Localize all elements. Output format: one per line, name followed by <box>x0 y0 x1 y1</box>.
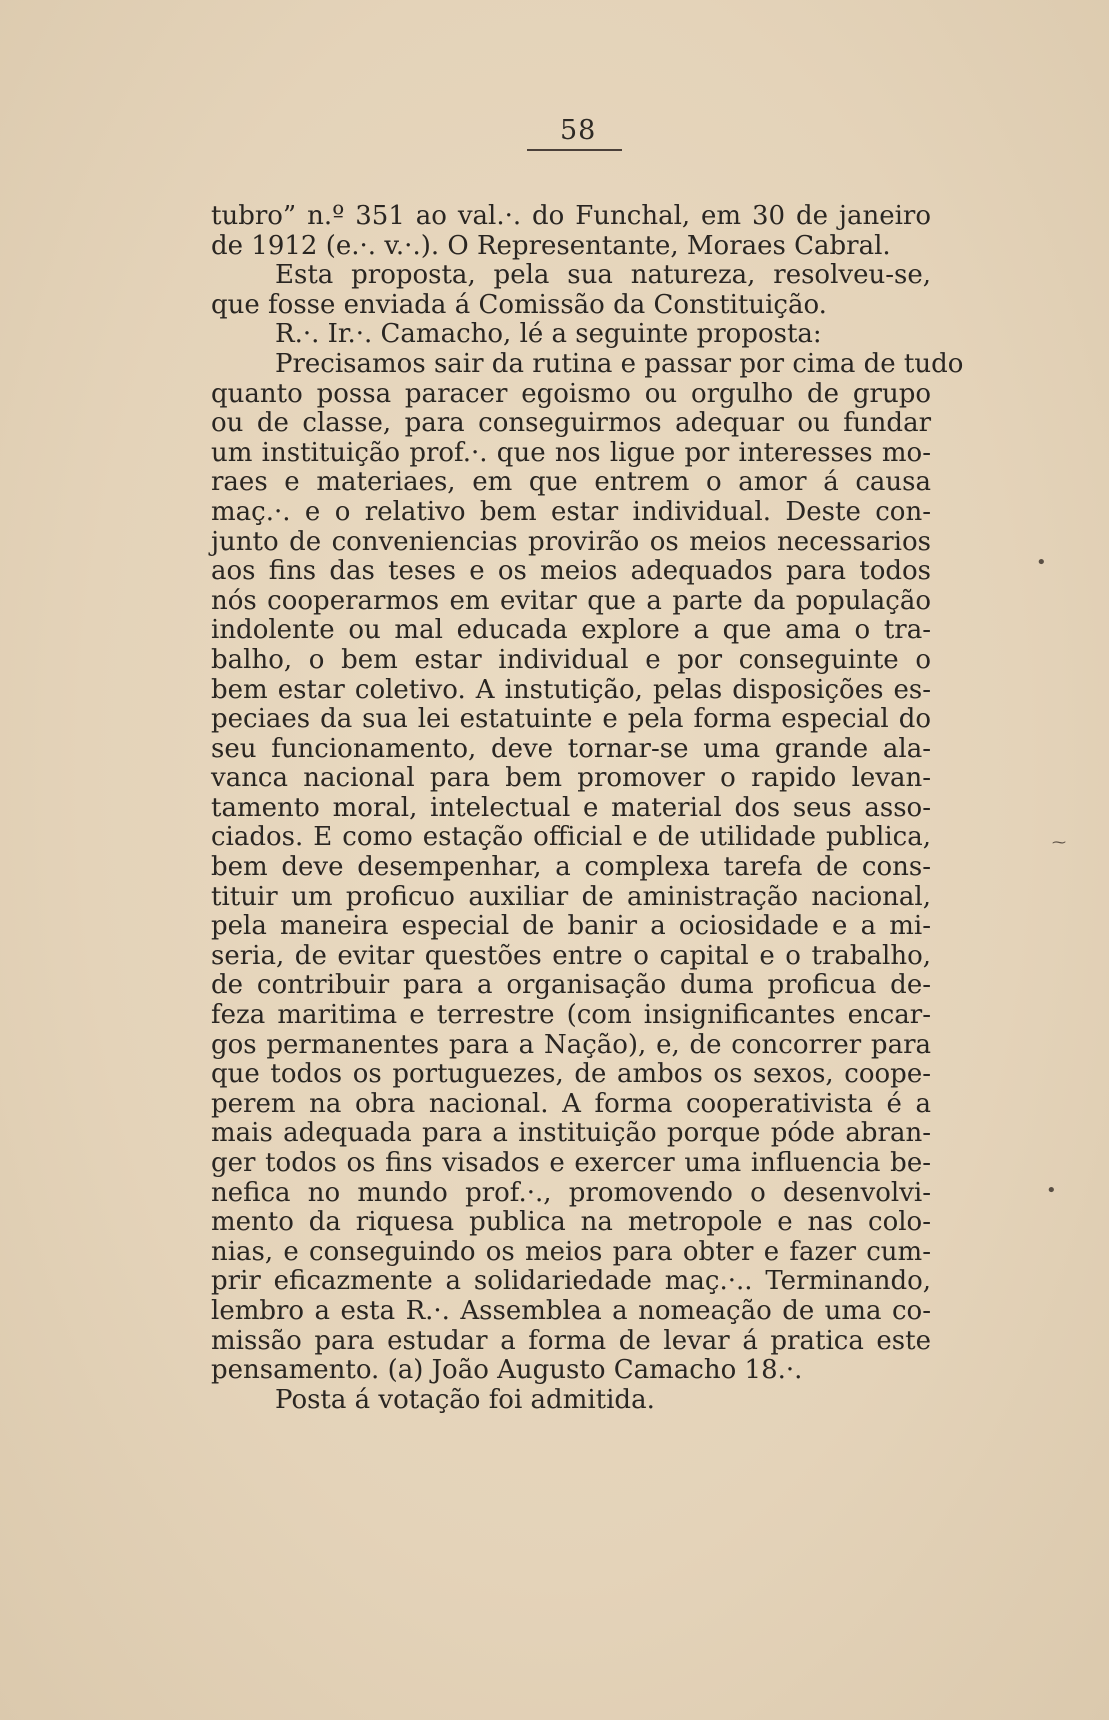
text-line: prir eficazmente a solidariedade maç.·.. Terminando, <box>211 1266 931 1297</box>
text-line: Esta proposta, pela sua natureza, resolveu-se, <box>275 260 931 291</box>
page-number-rule <box>527 149 622 151</box>
text-line: que fosse enviada á Comissão da Constituição. <box>211 289 827 320</box>
text-line: mento da riquesa publica na metropole e nas colo- <box>211 1207 931 1238</box>
text-line: quanto possa paracer egoismo ou orgulho de grupo <box>211 378 931 409</box>
text-line: bem deve desempenhar, a complexa tarefa de cons- <box>211 852 931 883</box>
text-line: balho, o bem estar individual e por conseguinte o <box>211 644 931 675</box>
text-line: maç.·. e o relativo bem estar individual. Deste con- <box>211 496 931 527</box>
text-line: seria, de evitar questões entre o capital e o trabalho, <box>211 940 931 971</box>
text-line: nós cooperarmos em evitar que a parte da população <box>211 585 931 616</box>
body-text <box>211 201 964 1415</box>
text-line: perem na obra nacional. A forma cooperativista é a <box>211 1088 931 1119</box>
margin-ink-spot: • <box>1036 552 1047 573</box>
text-line: seu funcionamento, deve tornar-se uma grande ala- <box>211 733 931 764</box>
text-line: peciaes da sua lei estatuinte e pela forma especial do <box>211 704 931 735</box>
text-line: tamento moral, intelectual e material dos seus asso- <box>211 792 931 823</box>
text-line: de contribuir para a organisação duma proficua de- <box>211 970 931 1001</box>
text-line: nias, e conseguindo os meios para obter e fazer cum- <box>211 1236 931 1267</box>
text-line: vanca nacional para bem promover o rapido levan- <box>211 763 931 794</box>
text-line: ou de classe, para conseguirmos adequar ou fundar <box>211 408 931 439</box>
text-line: pensamento. (a) João Augusto Camacho 18.·. <box>211 1355 803 1386</box>
text-line: que todos os portuguezes, de ambos os sexos, coope- <box>211 1059 931 1090</box>
text-line: mais adequada para a instituição porque póde abran- <box>211 1118 931 1149</box>
text-line: ciados. E como estação official e de utilidade publica, <box>211 822 931 853</box>
margin-ink-spot: • <box>1046 1180 1057 1201</box>
text-line: indolente ou mal educada explore a que ama o tra- <box>211 615 931 646</box>
margin-ink-stroke: ⁓ <box>1052 835 1066 851</box>
text-line: junto de conveniencias provirão os meios necessarios <box>211 526 931 557</box>
text-line: Precisamos sair da rutina e passar por cima de tudo <box>275 348 964 379</box>
text-line: um instituição prof.·. que nos ligue por interesses mo- <box>211 437 931 468</box>
text-line: lembro a esta R.·. Assemblea a nomeação de uma co- <box>211 1295 931 1326</box>
text-line: gos permanentes para a Nação), e, de concorrer para <box>211 1029 931 1060</box>
text-line: bem estar coletivo. A instutição, pelas disposições es- <box>211 674 931 705</box>
text-line: raes e materiaes, em que entrem o amor á causa <box>211 467 931 498</box>
text-line: Posta á votação foi admitida. <box>275 1384 655 1415</box>
page-number: 58 <box>560 115 597 146</box>
text-line: R.·. Ir.·. Camacho, lé a seguinte proposta: <box>275 319 822 350</box>
text-line: ger todos os fins visados e exercer uma influencia be- <box>211 1148 931 1178</box>
text-line: de 1912 (e.·. v.·.). O Representante, Moraes Cabral. <box>211 230 891 261</box>
text-line: missão para estudar a forma de levar á pratica este <box>211 1325 931 1356</box>
text-line: feza maritima e terrestre (com insignificantes encar- <box>211 1000 931 1031</box>
text-line: aos fins das teses e os meios adequados para todos <box>211 556 931 587</box>
text-line: tubro” n.º 351 ao val.·. do Funchal, em 30 de janeiro <box>211 201 931 231</box>
text-line: nefica no mundo prof.·., promovendo o desenvolvi- <box>211 1177 931 1208</box>
text-line: pela maneira especial de banir a ociosidade e a mi- <box>211 911 931 942</box>
text-line: tituir um proficuo auxiliar de aministração nacional, <box>211 881 931 912</box>
